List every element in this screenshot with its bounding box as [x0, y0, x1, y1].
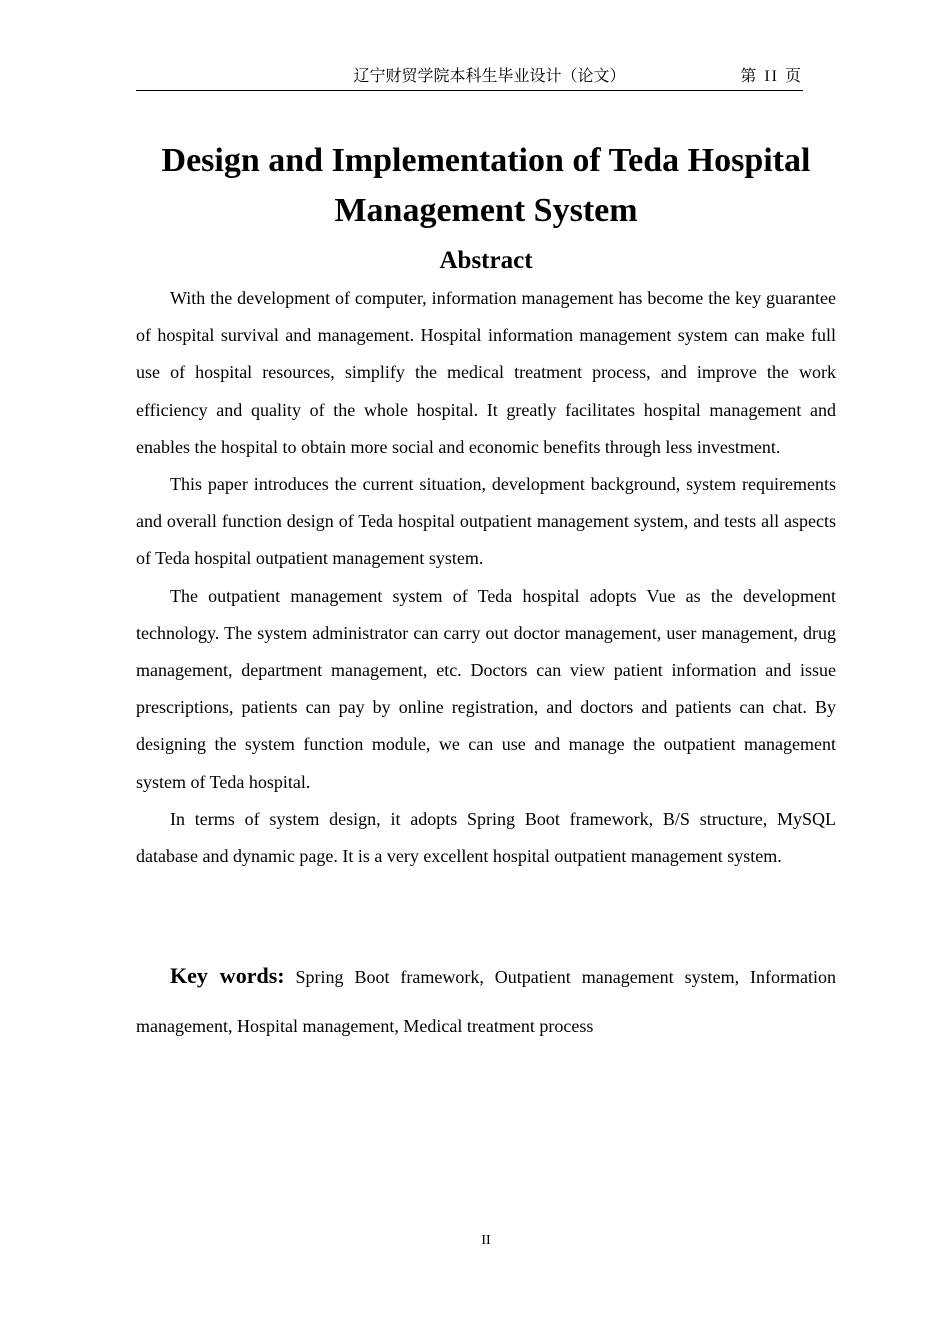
- abstract-paragraph: This paper introduces the current situation, development background, system requirements and overall function design of Teda hospital outpatient management system, and tests all aspects of Teda hospital outpatient management system.: [136, 474, 836, 569]
- keywords: [136, 951, 836, 1051]
- header-title: 辽宁财贸学院本科生毕业设计（论文）: [353, 68, 626, 85]
- abstract-body: [136, 280, 836, 875]
- page-header: [136, 66, 803, 91]
- abstract-paragraph: In terms of system design, it adopts Spring Boot framework, B/S structure, MySQL database and dynamic page. It is a very excellent hospital outpatient management system.: [136, 808, 836, 867]
- keywords-label: Key words:: [170, 963, 285, 988]
- abstract-paragraph: The outpatient management system of Teda hospital adopts Vue as the development technology. The system administrator can carry out doctor management, user management, drug management, department management, etc. Doctors can view patient information and issue prescriptions, patients can pay by online registration, and doctors and patients can chat. By designing the system function module, we can use and manage the outpatient management system of Teda hospital.: [136, 585, 836, 792]
- abstract-paragraph: With the development of computer, information management has become the key guarantee of hospital survival and management. Hospital information management system can make full use of hospital resources, simplify the medical treatment process, and improve the work efficiency and quality of the whole hospital. It greatly facilitates hospital management and enables the hospital to obtain more social and economic benefits through less investment.: [136, 288, 836, 457]
- abstract-heading: Abstract: [439, 247, 533, 274]
- header-page-label: 第 II 页: [740, 68, 803, 85]
- footer-page-number: II: [481, 1233, 491, 1248]
- document-title: Design and Implementation of Teda Hospital Management System: [161, 142, 811, 229]
- keywords-text: Spring Boot framework, Outpatient management system, Information management, Hospital management, Medical treatment process: [136, 967, 837, 1036]
